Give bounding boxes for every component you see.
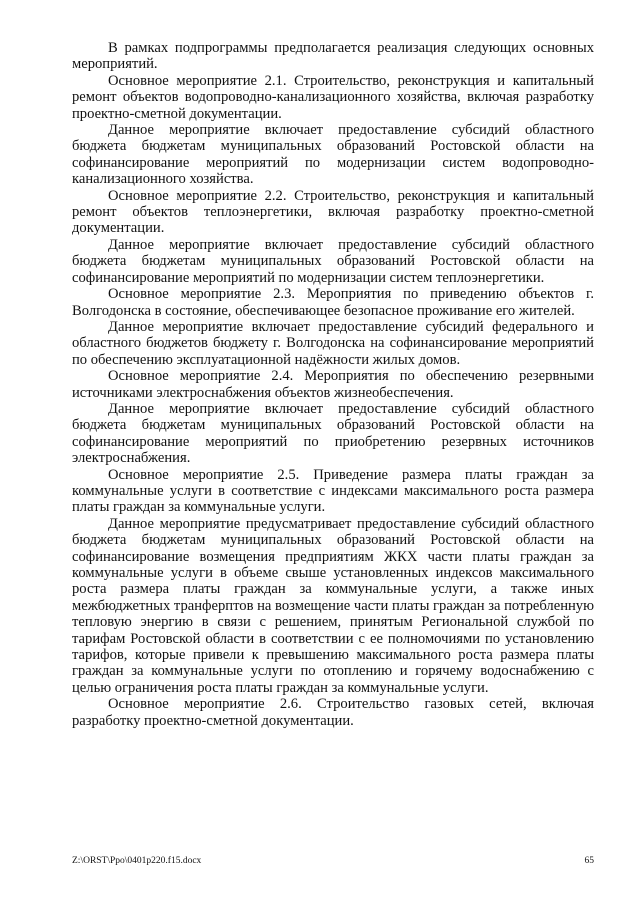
document-body (72, 40, 594, 729)
paragraph-measure-2-5-details: Данное мероприятие предусматривает предоставление субсидий областного бюджета бюджетам муниципальных образований Ростовской области на софинансирование возмещения предприятиям ЖКХ части платы граждан за коммунальные услуги в объеме свыше установленных индексов максимального роста размера платы граждан за коммунальные услуги, а также иных межбюджетных транферптов на возмещение части платы граждан за потребленную тепловую энергию в связи с решением, принятым Региональной службой по тарифам Ростовской области в соответствии с ее полномочиями по установлению тарифов, которые привели к превышению максимального роста размера платы граждан за коммунальные услуги по отоплению и горячему водоснабжению с целью ограничения роста платы граждан за коммунальные услуги. (72, 515, 595, 696)
footer-page-number: 65 (584, 856, 594, 866)
paragraph-measure-2-3-details: Данное мероприятие включает предоставление субсидий федерального и областного бюджетов бюджету г. Волгодонска на софинансирование мероприятий по обеспечению эксплуатационной надёжности жилых домов. (72, 318, 594, 368)
footer-file-path: Z:\ORST\Ppo\0401p220.f15.docx (72, 856, 202, 866)
paragraph-measure-2-6: Основное мероприятие 2.6. Строительство газовых сетей, включая разработку проектно-сметной документации. (72, 696, 594, 729)
paragraph-measure-2-4: Основное мероприятие 2.4. Мероприятия по обеспечению резервными источниками электроснабжения объектов жизнеобеспечения. (72, 368, 594, 401)
paragraph-intro: В рамках подпрограммы предполагается реализация следующих основных мероприятий. (72, 40, 594, 73)
paragraph-measure-2-2: Основное мероприятие 2.2. Строительство, реконструкция и капитальный ремонт объектов теплоэнергетики, включая разработку проектно-сметной документации. (72, 187, 594, 237)
paragraph-measure-2-4-details: Данное мероприятие включает предоставление субсидий областного бюджета бюджетам муниципальных образований Ростовской области на софинансирование мероприятий по приобретению резервных источников электроснабжения. (72, 400, 594, 467)
paragraph-measure-2-1-details: Данное мероприятие включает предоставление субсидий областного бюджета бюджетам муниципальных образований Ростовской области на софинансирование мероприятий по модернизации систем водопроводно-канализационного хозяйства. (72, 122, 594, 188)
paragraph-measure-2-3: Основное мероприятие 2.3. Мероприятия по приведению объектов г. Волгодонска в состояние, обеспечивающее безопасное проживание его жителей. (72, 286, 594, 319)
paragraph-measure-2-1: Основное мероприятие 2.1. Строительство, реконструкция и капитальный ремонт объектов водопроводно-канализационного хозяйства, включая разработку проектно-сметной документации. (72, 72, 594, 122)
paragraph-measure-2-2-details: Данное мероприятие включает предоставление субсидий областного бюджета бюджетам муниципальных образований Ростовской области на софинансирование мероприятий по модернизации систем теплоэнергетики. (72, 236, 594, 286)
paragraph-measure-2-5: Основное мероприятие 2.5. Приведение размера платы граждан за коммунальные услуги в соответствие с индексами максимального роста размера платы граждан за коммунальные услуги. (72, 466, 594, 516)
